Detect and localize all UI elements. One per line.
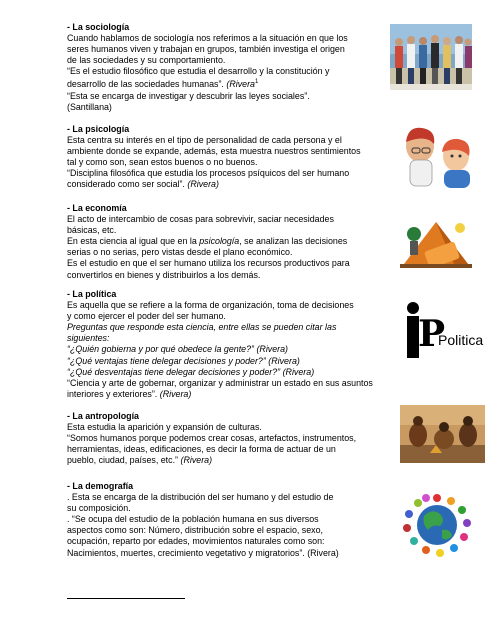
demografia-paragraph-1: . Esta se encarga de la distribución del ser humano y del estudio de su composición. (67, 492, 334, 514)
heading-sociologia: - La sociología (67, 22, 130, 32)
heading-psicologia: - La psicología (67, 124, 130, 134)
politica-paragraph-2: Preguntas que responde esta ciencia, entre ellas se pueden citar las siguientes: (67, 322, 337, 344)
psicologia-quote: “Disciplina filosófica que estudia los procesos psíquicos del ser humano considerado como ser social”. (Rivera) (67, 168, 350, 190)
logo-letter: P (418, 313, 446, 355)
economia-paragraph-2: En esta ciencia al igual que en la psicología, se analizan las decisiones serias o no serias, pero vistas desde el plano económico. (67, 236, 348, 258)
prehistoric-people-illustration (400, 405, 485, 463)
heading-demografia: - La demografía (67, 481, 134, 491)
antropologia-paragraph-2: “Somos humanos porque podemos crear cosas, artefactos, instrumentos, herramientas, ideas, edificaciones, es decir la forma de actuar de un pueblo, ciudad, países, etc.” (Rivera) (67, 433, 357, 466)
politica-paragraph-1: Es aquella que se refiere a la forma de organización, toma de decisiones y como ejercer el poder del ser humano. (67, 300, 354, 322)
heading-economia: - La economía (67, 203, 127, 213)
people-group-photo (390, 24, 472, 90)
heading-politica: - La política (67, 289, 117, 299)
sociologia-paragraph: Cuando hablamos de sociología nos referimos a la situación en que los seres humanos viven y trabajan en grupos, también investiga el origen de las sociedades y su comportamiento. (67, 33, 348, 66)
footnote-separator (67, 598, 185, 599)
politica-question-3: “¿Qué desventajas tiene delegar decisiones y poder?” (Rivera) (67, 366, 315, 377)
politica-logo (402, 300, 484, 358)
heading-antropologia: - La antropología (67, 411, 139, 421)
section-demografia (67, 481, 385, 559)
sociologia-quote-1: “Es el estudio filosófico que estudia el desarrollo y la constitución y desarrollo de las sociedades humanas”. (Rivera$^1$ (67, 66, 330, 90)
section-antropologia (67, 411, 385, 466)
economia-paragraph-1: El acto de intercambio de cosas para sobrevivir, saciar necesidades básicas, etc. (67, 214, 334, 236)
people-around-globe-clipart (396, 490, 478, 560)
economy-clipart (396, 214, 476, 276)
economia-paragraph-3: Es el estudio en que el ser humano utiliza los recursos productivos para convertirlos en bienes y distribuirlos a los demás. (67, 258, 350, 280)
psicologia-paragraph: Esta centra su interés en el tipo de personalidad de cada persona y el ambiente donde se expande, además, esta muestra nuestros sentimientos tal y como son, sean estos buenos o no buenos. (67, 135, 361, 168)
politica-quote: “Ciencia y arte de gobernar, organizar y administrar un estado en sus asuntos interiores y exteriores”. (Rivera) (67, 377, 373, 399)
politica-question-1: “¿Quién gobierna y por qué obedece la gente?” (Rivera) (67, 344, 289, 355)
logo-text: Politica (438, 332, 484, 348)
section-economia (67, 203, 385, 281)
section-sociologia (67, 22, 385, 113)
antropologia-paragraph-1: Esta estudia la aparición y expansión de culturas. (67, 422, 262, 433)
section-psicologia (67, 124, 385, 191)
sociologia-quote-2: “Esta se encarga de investigar y descubrir las leyes sociales”. (Santillana) (67, 90, 310, 112)
demografia-paragraph-2: . “Se ocupa del estudio de la población humana en sus diversos aspectos como son: Número, distribución sobre el espacio, sexo, ocupación, reparto por edades, movimientos naturales como son: Nacimientos, muertes, crecimiento vegetativo y migratorios”. (Rivera) (67, 514, 339, 558)
politica-question-2: “¿Qué ventajas tiene delegar decisiones y poder?” (Rivera) (67, 355, 300, 366)
section-politica (67, 289, 397, 400)
psychologist-clipart (396, 122, 478, 188)
